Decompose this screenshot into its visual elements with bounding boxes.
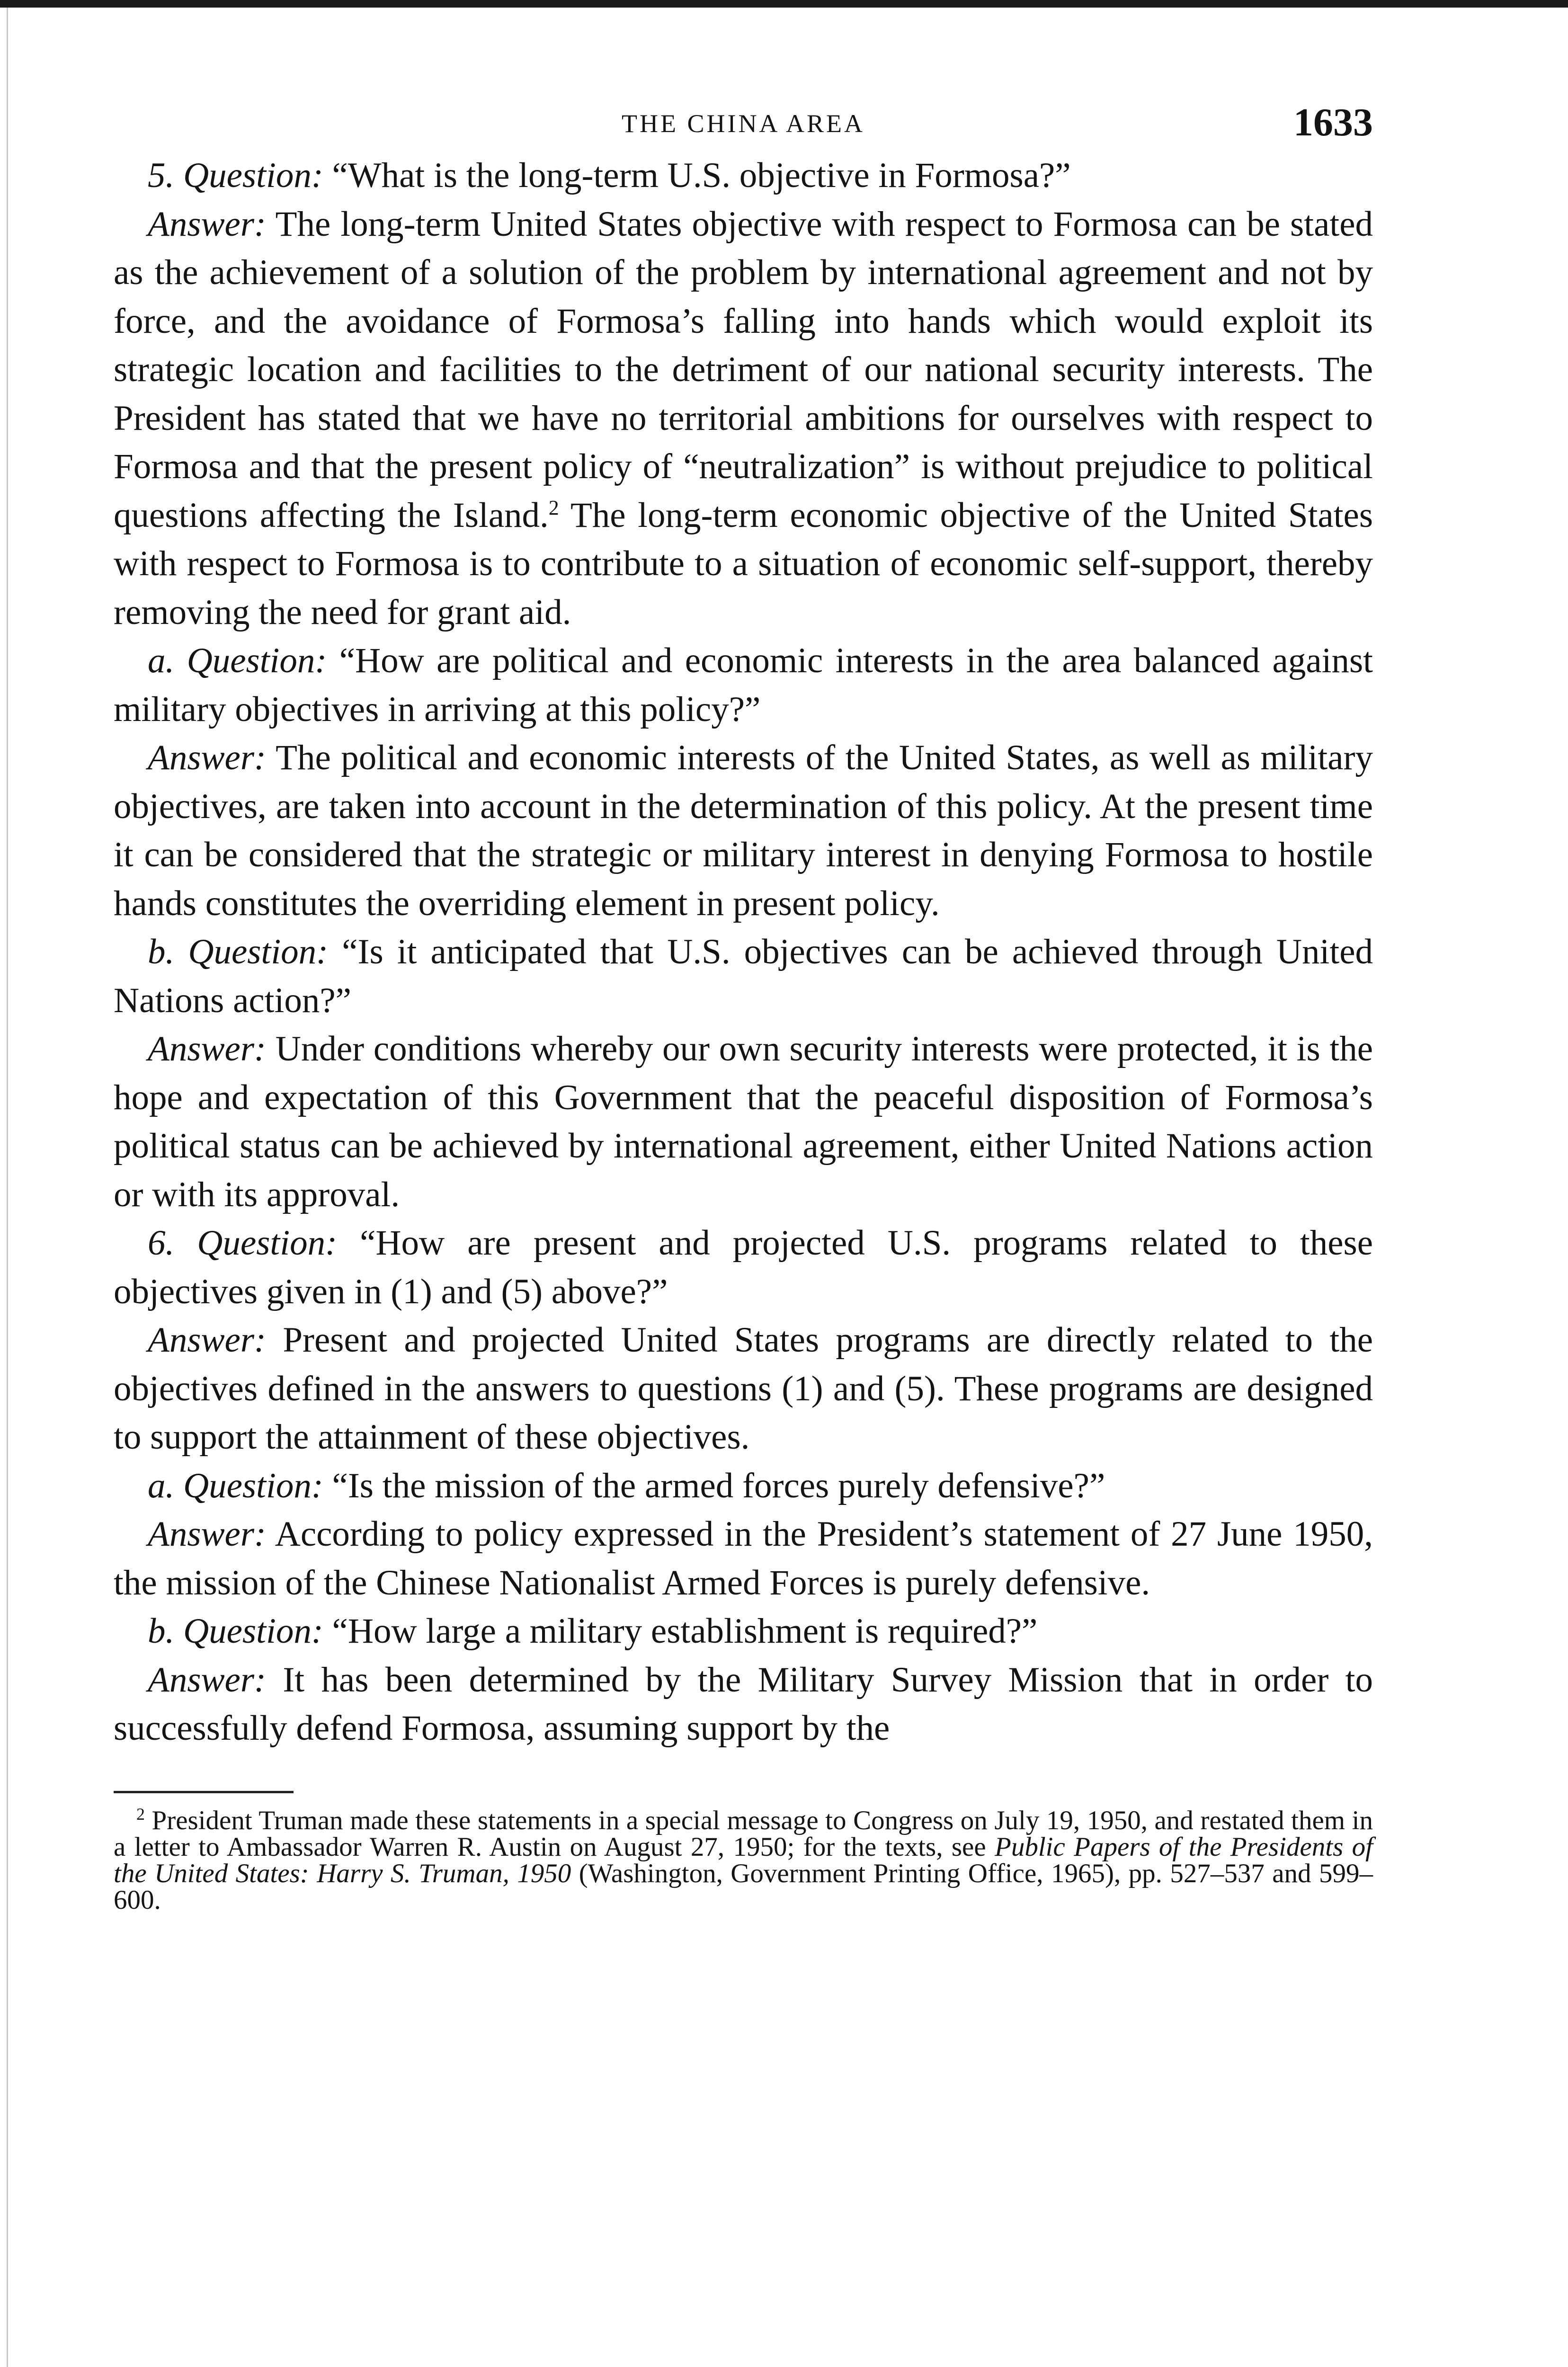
running-head: THE CHINA AREA	[622, 109, 865, 138]
page-header	[114, 95, 1373, 151]
body-text	[114, 151, 1373, 1753]
paragraph-a5b	[114, 1025, 1373, 1219]
paragraph-text: The long-term United States objective with respect to Formosa can be stated as the achievement of a solution of the problem by international agreement and not by force, and the avoidance of Formosa’s falling into hands which would exploit its strategic location and facilities to the detriment of our national security interests. The President has stated that we have no territorial ambitions for ourselves with respect to Formosa and that the present policy of “neutralization” is without prejudice to political questions affecting the Island.	[114, 204, 1373, 535]
paragraph-text: The political and economic interests of the United States, as well as military objectives, are taken into account in the determination of this policy. At the present time it can be considered that the strategic or military interest in denying Formosa to hostile hands constitutes the overriding element in present policy.	[114, 738, 1373, 923]
paragraph-q5b	[114, 928, 1373, 1025]
paragraph-a5	[114, 200, 1373, 637]
question-label: b. Question:	[148, 1611, 323, 1651]
answer-label: Answer:	[148, 204, 266, 244]
question-label: a. Question:	[148, 641, 327, 680]
paragraph-text: According to policy expressed in the President’s statement of 27 June 1950, the mission of the Chinese Nationalist Armed Forces is purely defensive.	[114, 1514, 1373, 1602]
footnote-rule	[114, 1791, 294, 1793]
answer-label: Answer:	[148, 1514, 266, 1554]
paragraph-a6	[114, 1316, 1373, 1462]
footnote-2	[114, 1804, 1373, 1915]
paragraph-text-cont: The long-term economic objective of the United States with respect to Formosa is to contribute to a situation of economic self-support, thereby removing the need for grant aid.	[114, 495, 1373, 632]
paragraph-a6a	[114, 1510, 1373, 1607]
paragraph-text: “What is the long-term U.S. objective in Formosa?”	[323, 156, 1071, 195]
scan-left-edge	[7, 8, 8, 2367]
footnote	[114, 1804, 1373, 1915]
question-label: 5. Question:	[148, 156, 323, 195]
paragraph-text: “How are present and projected U.S. programs related to these objectives given in (1) and (5) above?”	[114, 1223, 1373, 1311]
answer-label: Answer:	[148, 1660, 266, 1700]
footnote-mark: 2	[136, 1804, 145, 1824]
page-number: 1633	[1293, 100, 1373, 144]
question-label: a. Question:	[148, 1466, 323, 1505]
scan-top-border	[0, 0, 1568, 8]
question-label: b. Question:	[148, 932, 329, 971]
document-page	[114, 95, 1373, 1913]
paragraph-text: Present and projected United States programs are directly related to the objectives defined in the answers to questions (1) and (5). These programs are designed to support the attainment of these objectives.	[114, 1320, 1373, 1457]
paragraph-q5	[114, 151, 1373, 200]
answer-label: Answer:	[148, 1320, 266, 1360]
paragraph-text: Under conditions whereby our own security interests were protected, it is the hope and expectation of this Government that the peaceful disposition of Formosa’s political status can be achieved by international agreement, either United Nations action or with its approval.	[114, 1029, 1373, 1214]
paragraph-a5a	[114, 734, 1373, 928]
paragraph-q6b	[114, 1607, 1373, 1656]
paragraph-text: “Is the mission of the armed forces purely defensive?”	[323, 1466, 1105, 1505]
paragraph-q5a	[114, 637, 1373, 734]
paragraph-text: “Is it anticipated that U.S. objectives can be achieved through United Nations action?”	[114, 932, 1373, 1020]
paragraph-q6a	[114, 1462, 1373, 1511]
paragraph-a6b	[114, 1656, 1373, 1753]
question-label: 6. Question:	[148, 1223, 338, 1263]
footnote-title: Public Papers of the Presidents of the United States: Harry S. Truman, 1950	[114, 1832, 1373, 1888]
paragraph-q6	[114, 1219, 1373, 1316]
answer-label: Answer:	[148, 738, 266, 777]
paragraph-text: “How are political and economic interests in the area balanced against military objectives in arriving at this policy?”	[114, 641, 1373, 729]
paragraph-text: “How large a military establishment is required?”	[323, 1611, 1038, 1651]
paragraph-text: It has been determined by the Military Survey Mission that in order to successfully defend Formosa, assuming support by the	[114, 1660, 1373, 1748]
footnote-text-cont: (Washington, Government Printing Office, 1965), pp. 527–537 and 599–600.	[114, 1858, 1373, 1915]
answer-label: Answer:	[148, 1029, 266, 1068]
footnote-reference: 2	[548, 496, 559, 519]
footnote-text: President Truman made these statements in a special message to Congress on July 19, 1950, and restated them in a letter to Ambassador Warren R. Austin on August 27, 1950; for the texts, see	[114, 1805, 1373, 1862]
